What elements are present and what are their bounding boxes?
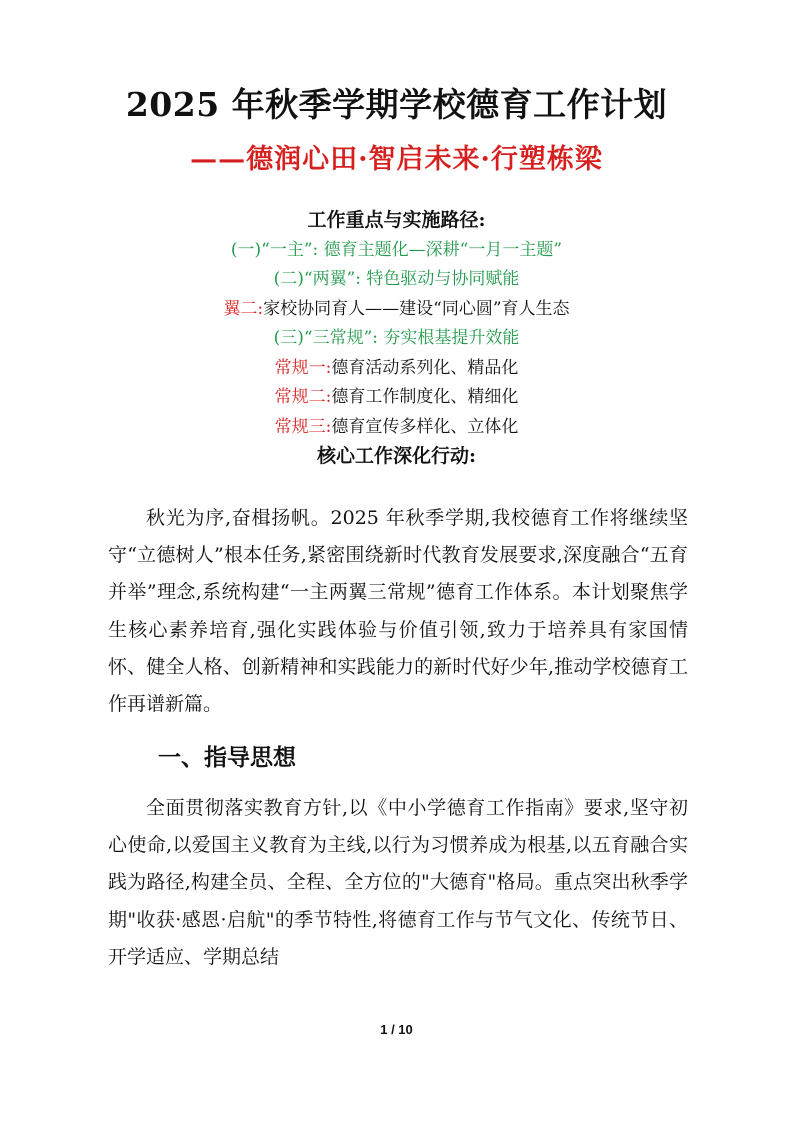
outline-routine-1 — [0, 354, 793, 384]
outline-routine-2 — [0, 383, 793, 413]
core-actions-heading: 核心工作深化行动: — [316, 445, 476, 467]
section-1-body — [108, 790, 688, 976]
outline-block — [0, 206, 793, 472]
intro-paragraph: 秋光为序,奋楫扬帆。2025 年秋季学期,我校德育工作将继续坚守“立德树人”根本任务,紧密围绕新时代教育发展要求,深度融合“五育并举”理念,系统构建“一主两翼三常规”德育工作体系。本计划聚焦学生核心素养培育,强化实践体验与价值引领,致力于培养具有家国情怀、健全人格、创新精神和实践能力的新时代好少年,推动学校德育工作再谱新篇。 — [108, 507, 688, 716]
intro-section — [108, 500, 688, 723]
routine-3-label: 常规三: — [274, 416, 332, 437]
outline-heading: 工作重点与实施路径: — [307, 209, 486, 231]
document-title: 2025 年秋季学期学校德育工作计划 — [125, 85, 668, 124]
page-number: 1 / 10 — [380, 1022, 413, 1037]
wing-2-text: 家校协同育人——建设“同心圆”育人生态 — [263, 298, 570, 319]
routine-1-text: 德育活动系列化、精品化 — [331, 357, 519, 378]
routine-2-text: 德育工作制度化、精细化 — [331, 387, 519, 407]
section-1-paragraph: 全面贯彻落实教育方针,以《中小学德育工作指南》要求,坚守初心使命,以爱国主义教育为主线,以行为习惯养成为根基,以五育融合实践为路径,构建全员、全程、全方位的"大德育"格局。重点突出秋季学期"收获·感恩·启航"的季节特性,将德育工作与节气文化、传统节日、开学适应、学期总结 — [108, 797, 688, 968]
outline-item-3: (三)“三常规”: 夯实根基提升效能 — [273, 328, 520, 348]
outline-item-1: (一)“一主”: 德育主题化—深耕“一月一主题” — [230, 239, 563, 260]
routine-2-label: 常规二: — [274, 387, 332, 407]
outline-routine-3 — [0, 413, 793, 443]
section-1-heading: 一、指导思想 — [158, 744, 296, 771]
wing-2-label: 翼二: — [223, 298, 264, 319]
outline-wing-2 — [0, 295, 793, 325]
routine-3-text: 德育宣传多样化、立体化 — [331, 416, 519, 437]
document-subtitle: ——德润心田·智启未来·行塑栋梁 — [190, 144, 603, 175]
outline-item-2: (二)“两翼”: 特色驱动与协同赋能 — [273, 269, 520, 289]
routine-1-label: 常规一: — [274, 357, 332, 378]
